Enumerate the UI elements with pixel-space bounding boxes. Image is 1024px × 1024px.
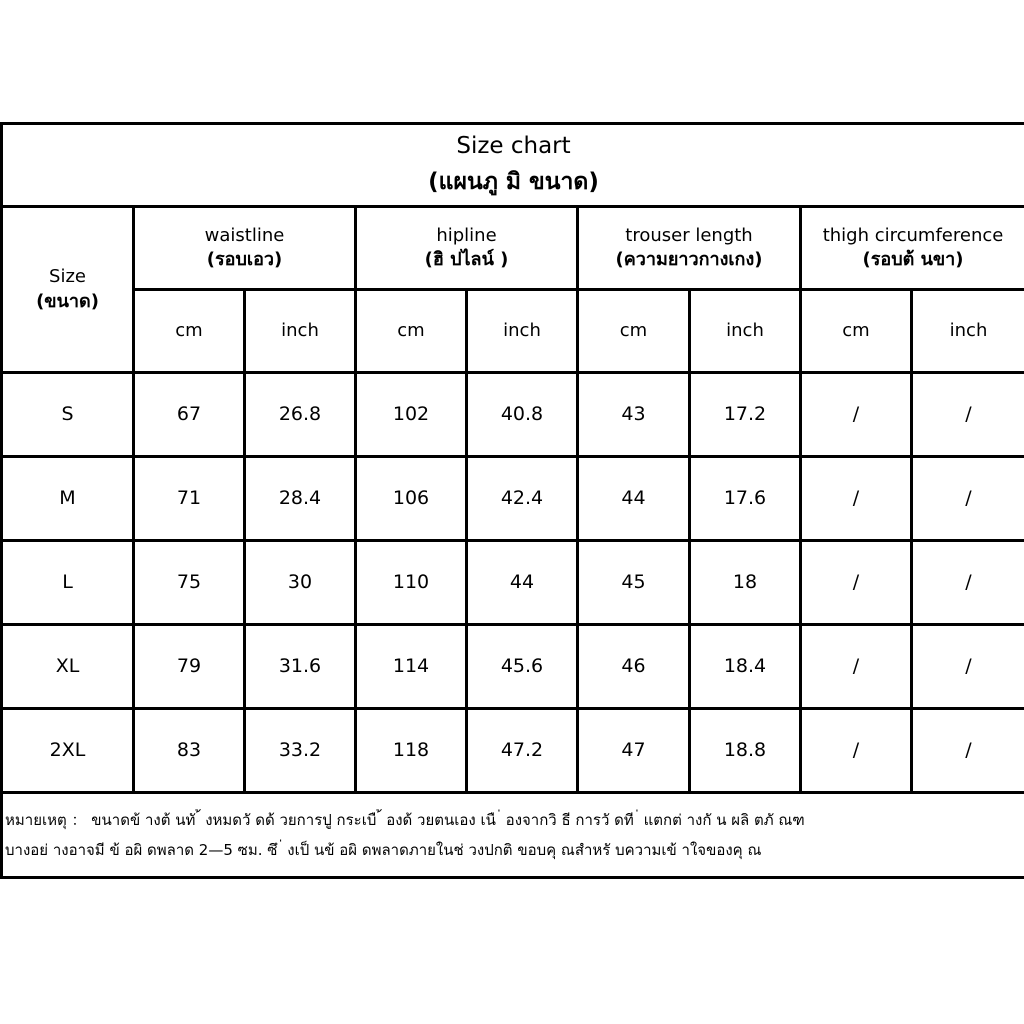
table-cell: 30 — [245, 541, 356, 625]
table-cell: 47 — [578, 709, 690, 793]
size-label: 2XL — [2, 709, 134, 793]
table-cell: 17.6 — [690, 457, 801, 541]
table-cell: / — [801, 457, 912, 541]
header-waistline-en: waistline — [204, 224, 285, 246]
table-cell: / — [801, 709, 912, 793]
table-cell: 40.8 — [467, 373, 578, 457]
header-trouser-length-en: trouser length — [625, 224, 753, 246]
size-label: L — [2, 541, 134, 625]
table-cell: / — [801, 625, 912, 709]
unit-cell: inch — [912, 290, 1024, 373]
table-cell: 110 — [356, 541, 467, 625]
chart-title — [2, 124, 1024, 207]
header-waistline — [134, 207, 356, 290]
header-waistline-th: (รอบเอว) — [206, 249, 283, 270]
unit-cell: inch — [690, 290, 801, 373]
table-cell: / — [801, 541, 912, 625]
table-cell: 18.8 — [690, 709, 801, 793]
unit-cell: cm — [578, 290, 690, 373]
header-hipline-en: hipline — [436, 224, 497, 246]
table-cell: 102 — [356, 373, 467, 457]
header-hipline — [356, 207, 578, 290]
note-line-2: บางอย่ างอาจมี ข้ อผิ ดพลาด 2—5 ซม. ซึ ่ งเป็ นข้ อผิ ดพลาดภายในช่ วงปกติ ขอบคุ ณสำหรั บความเข้ าใจของคุ ณ — [5, 841, 762, 859]
unit-cell: cm — [801, 290, 912, 373]
table-cell: / — [912, 457, 1024, 541]
table-cell: 43 — [578, 373, 690, 457]
size-label: S — [2, 373, 134, 457]
table-cell: / — [912, 541, 1024, 625]
unit-cell: inch — [467, 290, 578, 373]
table-row — [2, 373, 1024, 457]
unit-cell: inch — [245, 290, 356, 373]
header-thigh-circumference-th: (รอบต้ นขา) — [862, 249, 964, 270]
table-cell: 75 — [134, 541, 245, 625]
table-cell: 45 — [578, 541, 690, 625]
chart-title-th: (แผนภู มิ ขนาด) — [428, 169, 599, 195]
table-cell: 31.6 — [245, 625, 356, 709]
table-cell: 18 — [690, 541, 801, 625]
table-cell: 42.4 — [467, 457, 578, 541]
table-cell: 18.4 — [690, 625, 801, 709]
header-thigh-circumference-en: thigh circumference — [822, 224, 1004, 246]
size-header — [2, 207, 134, 373]
table-cell: 71 — [134, 457, 245, 541]
table-cell: / — [912, 709, 1024, 793]
note — [2, 793, 1024, 878]
table-cell: 33.2 — [245, 709, 356, 793]
table-cell: 46 — [578, 625, 690, 709]
table-cell: 114 — [356, 625, 467, 709]
size-header-th: (ขนาด) — [36, 290, 99, 312]
size-rows — [2, 373, 1024, 793]
size-label: M — [2, 457, 134, 541]
table-cell: 118 — [356, 709, 467, 793]
table-cell: 26.8 — [245, 373, 356, 457]
unit-cell: cm — [356, 290, 467, 373]
table-row — [2, 625, 1024, 709]
note-line-1: หมายเหตุ ： ขนาดข้ างต้ นทั ้ งหมดวั ดด้ วยการปู กระเบื ้ องด้ วยตนเอง เนื ่ องจากวิ ธี การวั ดที ่ แตกต่ างกั น ผลิ ตภั ณฑ — [5, 811, 805, 829]
header-trouser-length — [578, 207, 801, 290]
unit-cell: cm — [134, 290, 245, 373]
table-cell: 67 — [134, 373, 245, 457]
size-table — [0, 122, 1024, 879]
table-row — [2, 457, 1024, 541]
table-cell: / — [912, 625, 1024, 709]
header-thigh-circumference — [801, 207, 1024, 290]
table-cell: 106 — [356, 457, 467, 541]
table-cell: 44 — [467, 541, 578, 625]
header-hipline-th: (ฮิ ปไลน์ ) — [424, 249, 509, 270]
table-row — [2, 709, 1024, 793]
chart-title-en: Size chart — [456, 133, 571, 160]
table-cell: 83 — [134, 709, 245, 793]
size-header-en: Size — [49, 266, 86, 288]
table-cell: 28.4 — [245, 457, 356, 541]
table-cell: 44 — [578, 457, 690, 541]
header-trouser-length-th: (ความยาวกางเกง) — [615, 249, 763, 270]
table-cell: 79 — [134, 625, 245, 709]
table-cell: / — [912, 373, 1024, 457]
table-cell: 47.2 — [467, 709, 578, 793]
size-chart — [0, 122, 1024, 902]
table-cell: 17.2 — [690, 373, 801, 457]
table-row — [2, 541, 1024, 625]
table-cell: / — [801, 373, 912, 457]
table-cell: 45.6 — [467, 625, 578, 709]
size-label: XL — [2, 625, 134, 709]
